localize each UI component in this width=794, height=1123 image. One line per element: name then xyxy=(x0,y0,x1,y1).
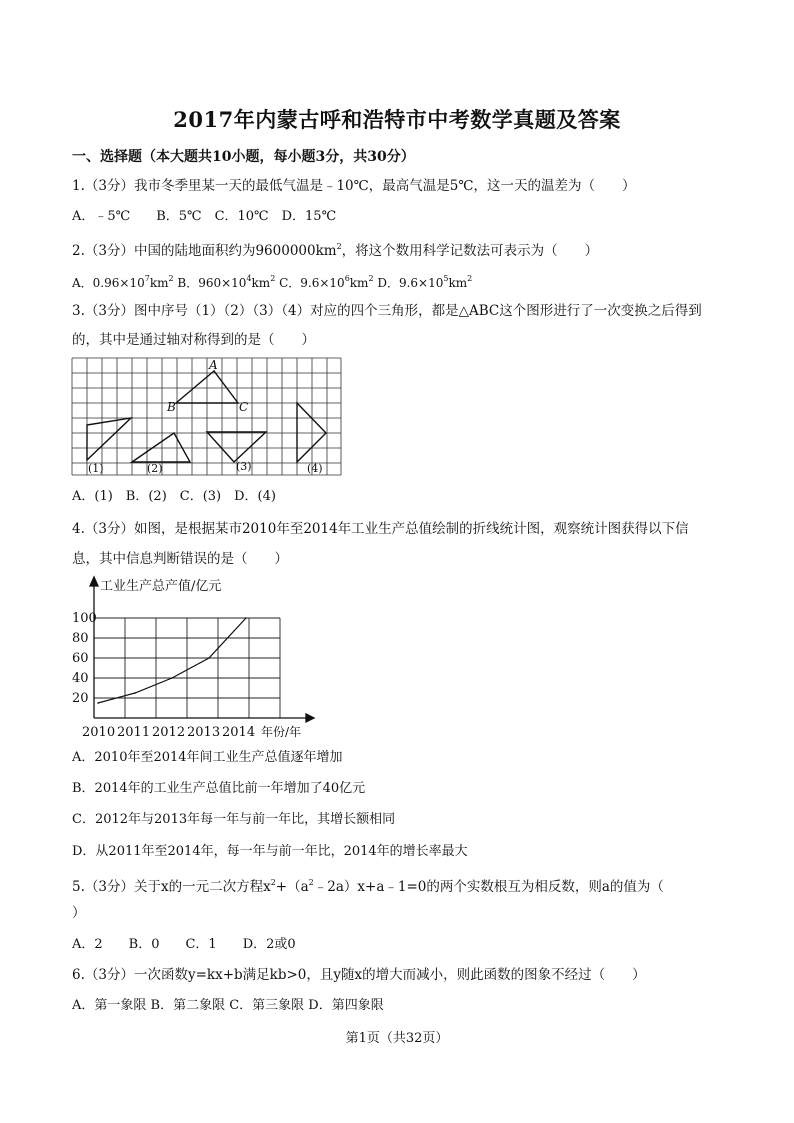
triangle-label-2: (2) xyxy=(147,462,163,475)
section-heading: 一、选择题（本大题共10小题，每小题3分，共30分） xyxy=(72,149,415,165)
page-footer: 第1页（共32页） xyxy=(345,1031,449,1046)
chart-y-tick-label: 100 xyxy=(72,611,97,626)
question-3-stem-line1: 3.（3分）图中序号（1）（2）（3）（4）对应的四个三角形，都是△ABC这个图形进行了一次变换之后得到 xyxy=(72,303,702,319)
vertex-label-b: B xyxy=(167,400,176,414)
question-4-option-d: D．从2011年至2014年，每一年与前一年比，2014年的增长率最大 xyxy=(72,844,468,859)
triangle-4 xyxy=(297,403,326,462)
question-5-options: A．2 B．0 C．1 D．2或0 xyxy=(72,937,296,952)
question-1-stem: 1.（3分）我市冬季里某一天的最低气温是﹣10℃，最高气温是5℃，这一天的温差为（ ） xyxy=(72,178,636,194)
chart-x-tick-label: 2014 xyxy=(222,725,256,740)
triangle-3 xyxy=(207,432,266,462)
chart-y-tick-label: 80 xyxy=(72,631,89,646)
triangle-label-4: (4) xyxy=(307,462,323,475)
chart-data-point xyxy=(97,702,99,704)
chart-y-tick-label: 40 xyxy=(72,671,89,686)
triangle-label-3: (3) xyxy=(236,460,252,473)
question-3-stem-line2: 的，其中是通过轴对称得到的是（ ） xyxy=(72,332,315,348)
question-1-options: A．﹣5℃ B．5℃ C．10℃ D．15℃ xyxy=(72,209,337,224)
chart-series-line xyxy=(98,618,246,703)
question-4-option-a: A．2010年至2014年间工业生产总值逐年增加 xyxy=(72,750,343,765)
triangle-grid-figure xyxy=(70,354,344,478)
question-6-options: A．第一象限 B．第二象限 C．第三象限 D．第四象限 xyxy=(72,998,384,1013)
chart-y-tick-label: 20 xyxy=(72,691,89,706)
document-title: 2017年内蒙古呼和浩特市中考数学真题及答案 xyxy=(173,107,621,132)
question-4-option-c: C．2012年与2013年每一年与前一年比，其增长额相同 xyxy=(72,812,396,827)
chart-data-point xyxy=(134,692,136,694)
question-2-options: A．$0.96\times 10^7km^2$ B．$960\times 10^4km^2$ C．$9.6\times 10^6km^2$ D．$9.6\times 10^5km^2$ xyxy=(72,274,473,290)
chart-x-tick-label: 2010 xyxy=(82,725,116,740)
question-5-stem-line2: ） xyxy=(72,905,86,921)
chart-y-axis-label: 工业生产总产值/亿元 xyxy=(100,579,222,594)
chart-grid xyxy=(94,618,280,718)
chart-x-tick-label: 2012 xyxy=(152,725,186,740)
question-6-stem: 6.（3分）一次函数y=kx+b满足kb>0，且y随x的增大而减小，则此函数的图象不经过（ ） xyxy=(72,967,646,983)
question-4-stem-line1: 4.（3分）如图，是根据某市2010年至2014年工业生产总值绘制的折线统计图，观察统计图获得以下信 xyxy=(72,521,689,537)
chart-x-tick-label: 2011 xyxy=(117,725,151,740)
chart-data-point xyxy=(171,677,173,679)
question-4-stem-line2: 息，其中信息判断错误的是（ ） xyxy=(72,551,288,567)
question-2-stem: 2.（3分）中国的陆地面积约为$9600000km^2$，将这个数用科学记数法可表示为（ ） xyxy=(72,242,599,259)
chart-y-tick-label: 60 xyxy=(72,651,89,666)
triangle-2 xyxy=(132,433,190,462)
vertex-label-c: C xyxy=(239,400,249,414)
vertex-label-a: A xyxy=(209,358,218,372)
chart-data-point xyxy=(245,617,247,619)
chart-x-tick-label: 2013 xyxy=(187,725,221,740)
chart-data-point xyxy=(208,657,210,659)
line-chart xyxy=(60,572,320,744)
question-3-options: A．(1) B．(2) C．(3) D．(4) xyxy=(72,489,276,504)
triangle-1 xyxy=(87,418,131,460)
triangle-label-1: (1) xyxy=(88,462,104,475)
chart-x-axis-label: 年份/年 xyxy=(261,725,302,739)
question-4-option-b: B．2014年的工业生产总值比前一年增加了40亿元 xyxy=(72,781,366,796)
question-5-stem-line1: 5.（3分）关于x的一元二次方程$x^2+(a^2﹣2a)x+a﹣1=0$的两个实数根互为相反数，则a的值为（ xyxy=(72,878,664,895)
